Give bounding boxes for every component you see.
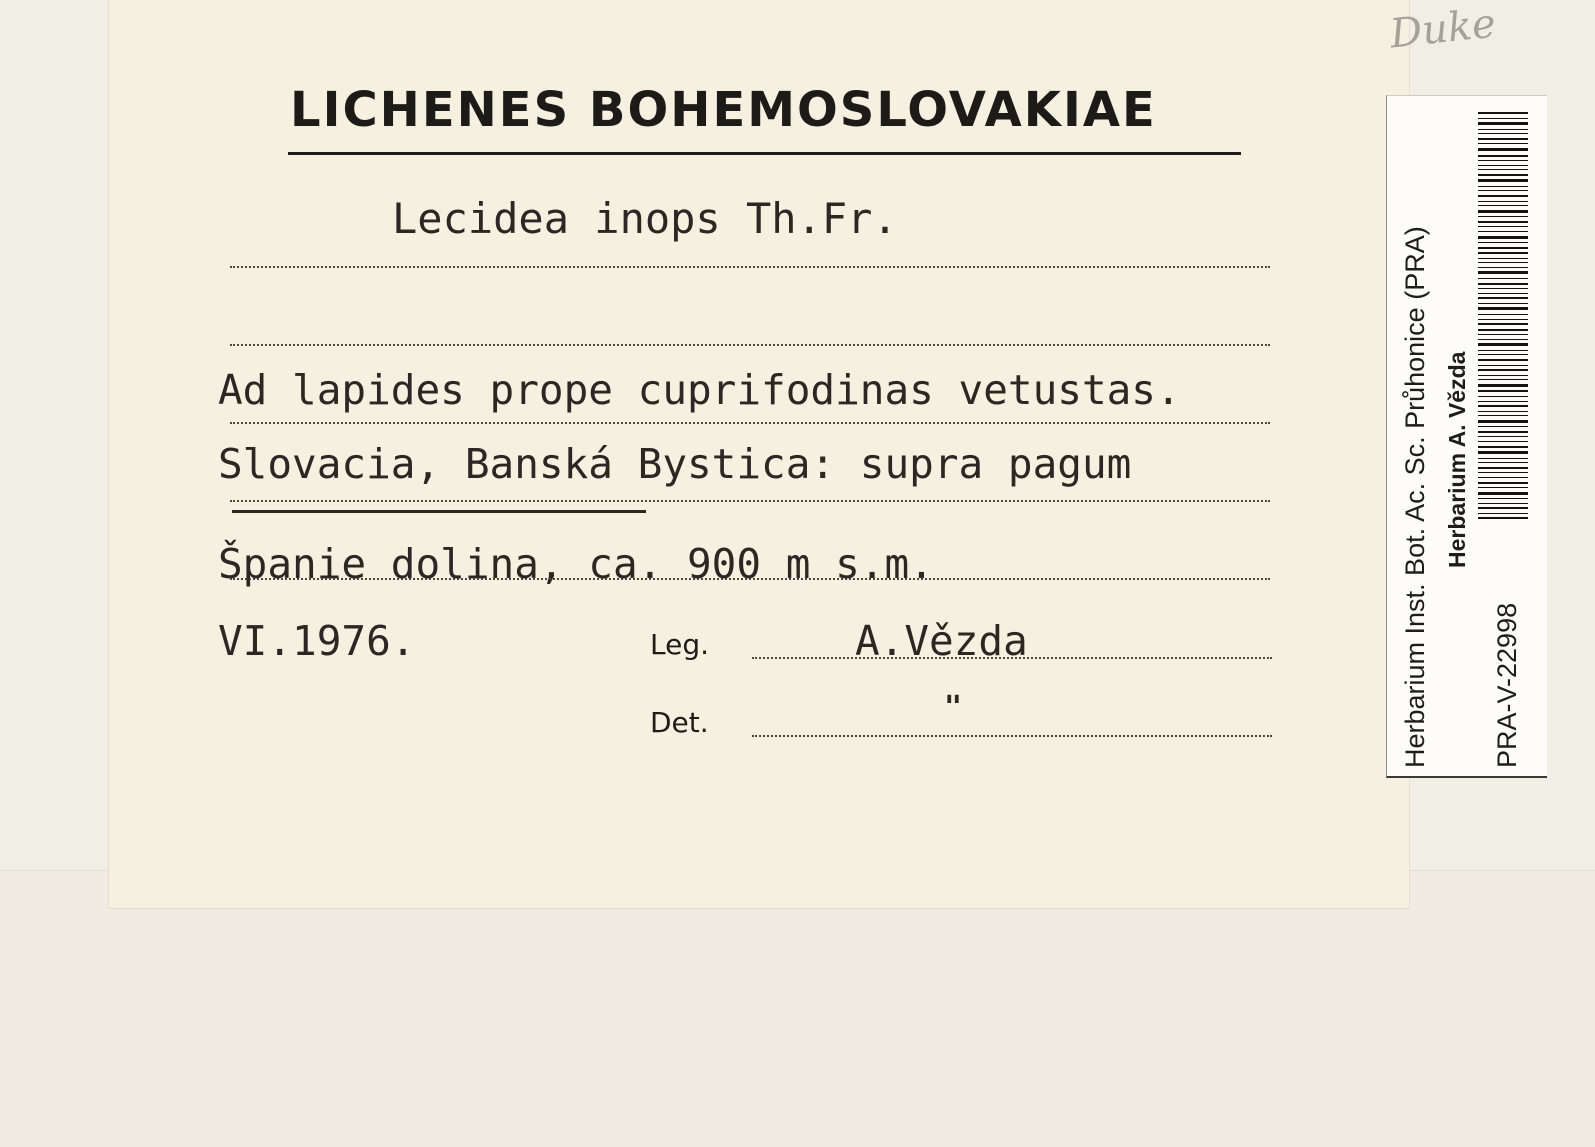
barcode-bar bbox=[1478, 401, 1528, 402]
blank-dotted-line bbox=[230, 344, 1270, 346]
specimen-id-text: PRA-V-22998 bbox=[1492, 602, 1522, 768]
barcode-bar bbox=[1478, 431, 1528, 433]
barcode-bar bbox=[1478, 314, 1528, 315]
barcode-bar bbox=[1478, 262, 1528, 263]
barcode-bar bbox=[1478, 467, 1528, 469]
leg-dotted-line bbox=[752, 657, 1272, 659]
barcode-bar bbox=[1478, 278, 1528, 279]
barcode-bar bbox=[1478, 307, 1528, 310]
label-heading: LICHENES BOHEMOSLOVAKIAE bbox=[290, 82, 1157, 138]
barcode-bar bbox=[1478, 195, 1528, 197]
barcode-bar bbox=[1478, 148, 1528, 151]
locality-line-2: Slovacia, Banská Bystica: supra pagum bbox=[218, 440, 1132, 488]
det-label: Det. bbox=[650, 706, 709, 739]
barcode-bar bbox=[1478, 323, 1528, 325]
heading-underline bbox=[288, 152, 1241, 155]
barcode-bar bbox=[1478, 165, 1528, 166]
barcode-bar bbox=[1478, 231, 1528, 232]
collection-text: Herbarium A. Vězda bbox=[1444, 351, 1470, 568]
barcode-bar bbox=[1478, 354, 1528, 355]
barcode-bar bbox=[1478, 369, 1528, 371]
barcode-bar bbox=[1478, 160, 1528, 161]
barcode-bar bbox=[1478, 462, 1528, 463]
barcode-icon bbox=[1478, 112, 1528, 520]
barcode-bar bbox=[1478, 205, 1528, 206]
barcode-bar bbox=[1478, 226, 1528, 227]
barcode-bar bbox=[1478, 405, 1528, 407]
barcode-bar bbox=[1478, 441, 1528, 442]
barcode-bar bbox=[1478, 446, 1528, 448]
barcode-bar bbox=[1478, 359, 1528, 361]
barcode-bar bbox=[1478, 201, 1528, 202]
barcode-bar bbox=[1478, 267, 1528, 268]
locality-line-1: Ad lapides prope cuprifodinas vetustas. bbox=[218, 366, 1181, 414]
barcode-bar bbox=[1478, 343, 1528, 346]
collection-date: VI.1976. bbox=[218, 617, 416, 665]
barcode-bar bbox=[1478, 503, 1528, 504]
barcode-bar bbox=[1478, 174, 1528, 176]
barcode-bar bbox=[1478, 415, 1528, 416]
barcode-bar bbox=[1478, 186, 1528, 187]
barcode-bar bbox=[1478, 513, 1528, 514]
taxon-name: Lecidea inops Th.Fr. bbox=[392, 194, 898, 243]
barcode-bar bbox=[1478, 375, 1528, 376]
barcode-bar bbox=[1478, 487, 1528, 488]
herbarium-sheet bbox=[0, 870, 1595, 1147]
barcode-bar bbox=[1478, 288, 1528, 289]
locality-dotted-line-1 bbox=[230, 422, 1270, 424]
barcode-bar bbox=[1478, 283, 1528, 285]
barcode-bar bbox=[1478, 390, 1528, 392]
barcode-bar bbox=[1478, 472, 1528, 473]
barcode-bar bbox=[1478, 396, 1528, 397]
barcode-bar bbox=[1478, 498, 1528, 499]
barcode-bar bbox=[1478, 411, 1528, 412]
locality-line-3: Španie dolina, ca. 900 m s.m. bbox=[218, 540, 934, 588]
barcode-bar bbox=[1478, 350, 1528, 351]
barcode-bar bbox=[1478, 319, 1528, 320]
barcode-bar bbox=[1478, 426, 1528, 427]
barcode-bar bbox=[1478, 271, 1528, 274]
barcode-bar bbox=[1478, 155, 1528, 157]
barcode-bar bbox=[1478, 169, 1528, 170]
barcode-bar bbox=[1478, 133, 1528, 134]
det-value: " bbox=[944, 690, 963, 725]
locality-underline bbox=[232, 510, 646, 513]
barcode-bar bbox=[1478, 210, 1528, 213]
barcode-bar bbox=[1478, 507, 1528, 509]
barcode-bar bbox=[1478, 329, 1528, 331]
barcode-bar bbox=[1478, 458, 1528, 459]
barcode-bar bbox=[1478, 143, 1528, 144]
det-dotted-line bbox=[752, 735, 1272, 737]
barcode-bar bbox=[1478, 216, 1528, 217]
barcode-bar bbox=[1478, 482, 1528, 484]
barcode-bar bbox=[1478, 379, 1528, 380]
barcode-bar bbox=[1478, 334, 1528, 335]
locality-dotted-line-3 bbox=[230, 578, 1270, 580]
pencil-annotation: Duke bbox=[1387, 0, 1498, 58]
barcode-bar bbox=[1478, 190, 1528, 191]
barcode-bar bbox=[1478, 129, 1528, 130]
institution-text: Herbarium Inst. Bot. Ac. Sc. Průhonice (PRA) bbox=[1400, 226, 1430, 768]
barcode-bar bbox=[1478, 242, 1528, 243]
leg-label: Leg. bbox=[650, 628, 710, 661]
barcode-bar bbox=[1478, 221, 1528, 223]
barcode-bar bbox=[1478, 118, 1528, 119]
barcode-bar bbox=[1478, 451, 1528, 454]
barcode-bar bbox=[1478, 252, 1528, 254]
barcode-bar bbox=[1478, 339, 1528, 340]
barcode-bar bbox=[1478, 517, 1528, 519]
barcode-bar bbox=[1478, 365, 1528, 366]
barcode-bar bbox=[1478, 492, 1528, 495]
leg-value: A.Vězda bbox=[855, 617, 1028, 665]
barcode-bar bbox=[1478, 293, 1528, 294]
locality-dotted-line-2 bbox=[230, 500, 1270, 502]
barcode-bar bbox=[1478, 477, 1528, 478]
barcode-bar bbox=[1478, 436, 1528, 437]
barcode-bar bbox=[1478, 303, 1528, 304]
barcode-bar bbox=[1478, 247, 1528, 249]
barcode-bar bbox=[1478, 258, 1528, 259]
barcode-bar bbox=[1478, 112, 1528, 114]
barcode-bar bbox=[1478, 179, 1528, 182]
barcode-bar bbox=[1478, 138, 1528, 140]
barcode-bar bbox=[1478, 420, 1528, 423]
taxon-dotted-line bbox=[230, 266, 1270, 268]
barcode-bar bbox=[1478, 384, 1528, 387]
barcode-bar bbox=[1478, 297, 1528, 299]
barcode-bar bbox=[1478, 122, 1528, 125]
barcode-bar bbox=[1478, 236, 1528, 239]
